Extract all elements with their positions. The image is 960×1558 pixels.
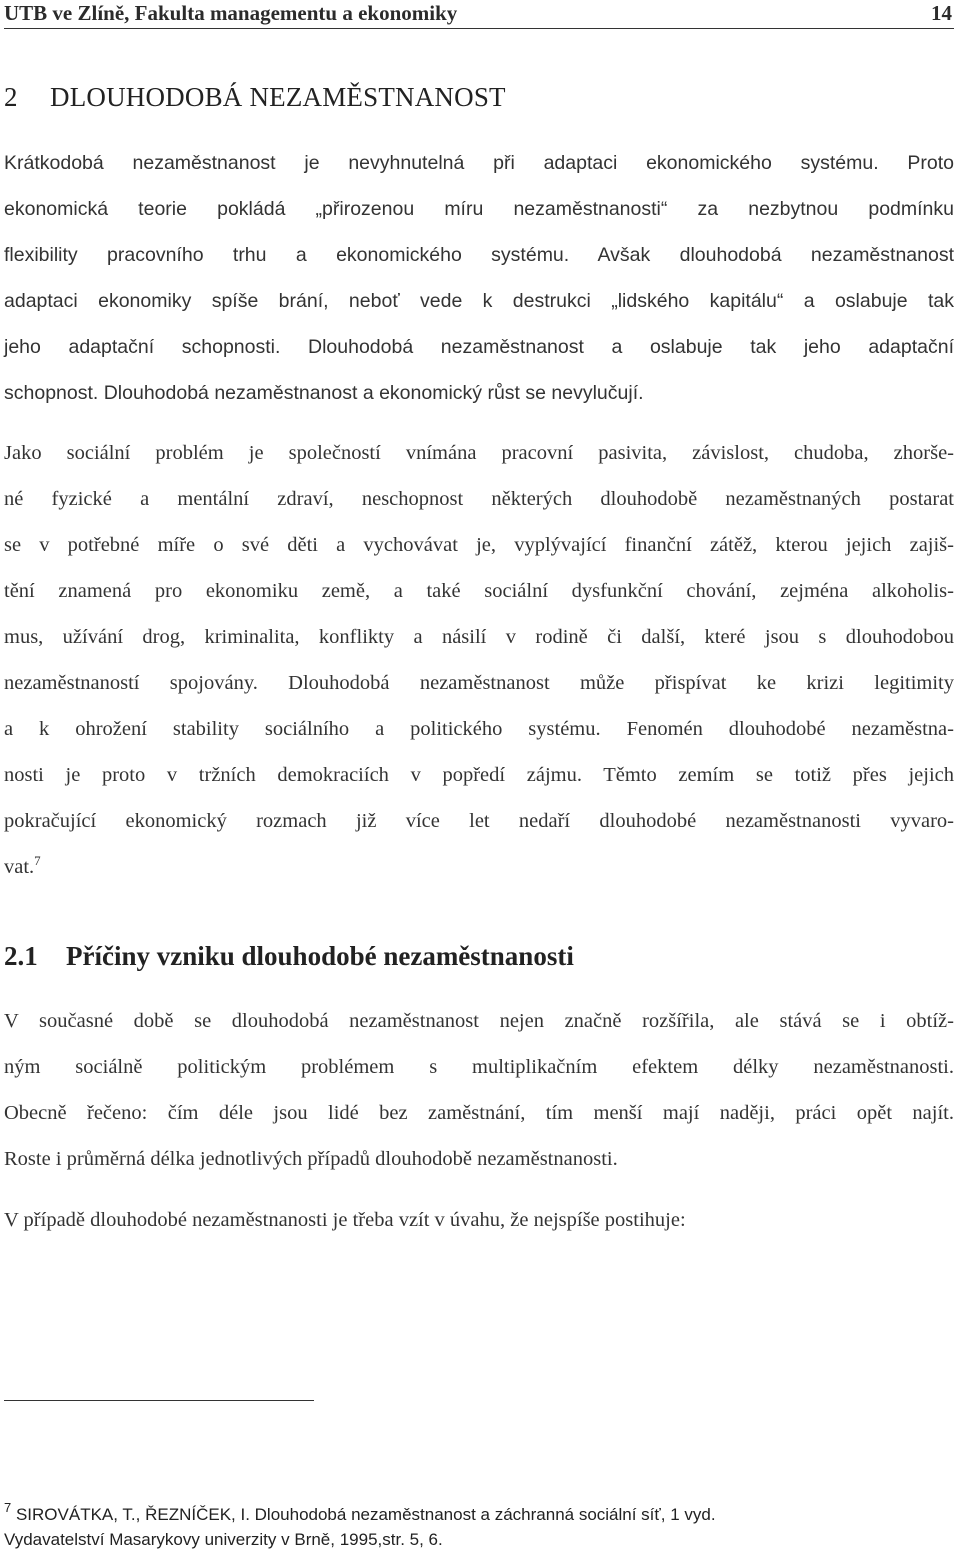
paragraph-2 xyxy=(4,430,954,890)
paragraph-line: flexibility pracovního trhu a ekonomického systému. Avšak dlouhodobá nezaměstnanost xyxy=(4,244,954,266)
paragraph-line: mus, užívání drog, kriminalita, konflikty a násilí v rodině či další, které jsou s dlouhodobou xyxy=(4,626,954,648)
paragraph-line: se v potřebné míře o své děti a vychovávat je, vyplývající finanční zátěž, kterou jejich zajiš- xyxy=(4,534,954,556)
paragraph-line: ekonomická teorie pokládá „přirozenou míru nezaměstnanosti“ za nezbytnou podmínku xyxy=(4,198,954,220)
page-header xyxy=(4,0,954,29)
paragraph-line: a k ohrožení stability sociálního a politického systému. Fenomén dlouhodobé nezaměstna- xyxy=(4,718,954,740)
paragraph-line: ným sociálně politickým problémem s multiplikačním efektem délky nezaměstnanosti. xyxy=(4,1056,954,1078)
section-title: Příčiny vzniku dlouhodobé nezaměstnanosti xyxy=(66,941,574,971)
page-number: 14 xyxy=(931,1,952,25)
footnote-reference[interactable]: 7 xyxy=(34,853,41,868)
paragraph-line: nosti je proto v tržních demokraciích v popředí zájmu. Těmto zemím se totiž přes jejich xyxy=(4,764,954,786)
paragraph-line: Roste i průměrná délka jednotlivých případů dlouhodobě nezaměstnanosti. xyxy=(4,1148,618,1170)
footnote-line-1 xyxy=(4,1502,954,1527)
paragraph-3 xyxy=(4,998,954,1182)
paragraph-line: Krátkodobá nezaměstnanost je nevyhnutelná při adaptaci ekonomického systému. Proto xyxy=(4,152,954,174)
paragraph-line-last xyxy=(4,844,954,890)
chapter-title: DLOUHODOBÁ NEZAMĚSTNANOST xyxy=(50,82,506,112)
chapter-heading xyxy=(4,80,506,114)
paragraph-line: jeho adaptační schopnosti. Dlouhodobá nezaměstnanost a oslabuje tak jeho adaptační xyxy=(4,336,954,358)
paragraph-line: adaptaci ekonomiky spíše brání, neboť vede k destrukci „lidského kapitálu“ a oslabuje tak xyxy=(4,290,954,312)
paragraph-line: né fyzické a mentální zdraví, neschopnost některých dlouhodobě nezaměstnaných postarat xyxy=(4,488,954,510)
footnote-text-2: Vydavatelství Masarykovy univerzity v Brně, 1995,str. 5, 6. xyxy=(4,1530,443,1549)
footnote-separator xyxy=(4,1400,314,1401)
paragraph-4 xyxy=(4,1197,954,1243)
paragraph-last-text: vat. xyxy=(4,856,35,878)
paragraph-line: Jako sociální problém je společností vnímána pracovní pasivita, závislost, chudoba, zhorše- xyxy=(4,442,954,464)
paragraph-1 xyxy=(4,140,954,416)
paragraph-line: Obecně řečeno: čím déle jsou lidé bez zaměstnání, tím menší mají naději, práci opět najít. xyxy=(4,1102,954,1124)
header-title: UTB ve Zlíně, Fakulta managementu a ekonomiky xyxy=(4,1,458,25)
paragraph-line: V případě dlouhodobé nezaměstnanosti je třeba vzít v úvahu, že nejspíše postihuje: xyxy=(4,1209,686,1231)
chapter-number: 2 xyxy=(4,82,18,112)
paragraph-line: pokračující ekonomický rozmach již více let nedaří dlouhodobé nezaměstnanosti vyvaro- xyxy=(4,810,954,832)
paragraph-line: nezaměstnaností spojovány. Dlouhodobá nezaměstnanost může přispívat ke krizi legitimity xyxy=(4,672,954,694)
footnote xyxy=(4,1502,954,1552)
footnote-text-1: SIROVÁTKA, T., ŘEZNÍČEK, I. Dlouhodobá nezaměstnanost a záchranná sociální síť, 1 vyd. xyxy=(15,1505,716,1524)
paragraph-line: tění znamená pro ekonomiku země, a také sociální dysfunkční chování, zejména alkoholis- xyxy=(4,580,954,602)
paragraph-line: schopnost. Dlouhodobá nezaměstnanost a ekonomický růst se nevylučují. xyxy=(4,382,644,404)
section-heading xyxy=(4,936,574,976)
paragraph-line: V současné době se dlouhodobá nezaměstnanost nejen značně rozšířila, ale stává se i obtíž- xyxy=(4,1010,954,1032)
footnote-number: 7 xyxy=(4,1500,12,1515)
section-number: 2.1 xyxy=(4,941,38,971)
